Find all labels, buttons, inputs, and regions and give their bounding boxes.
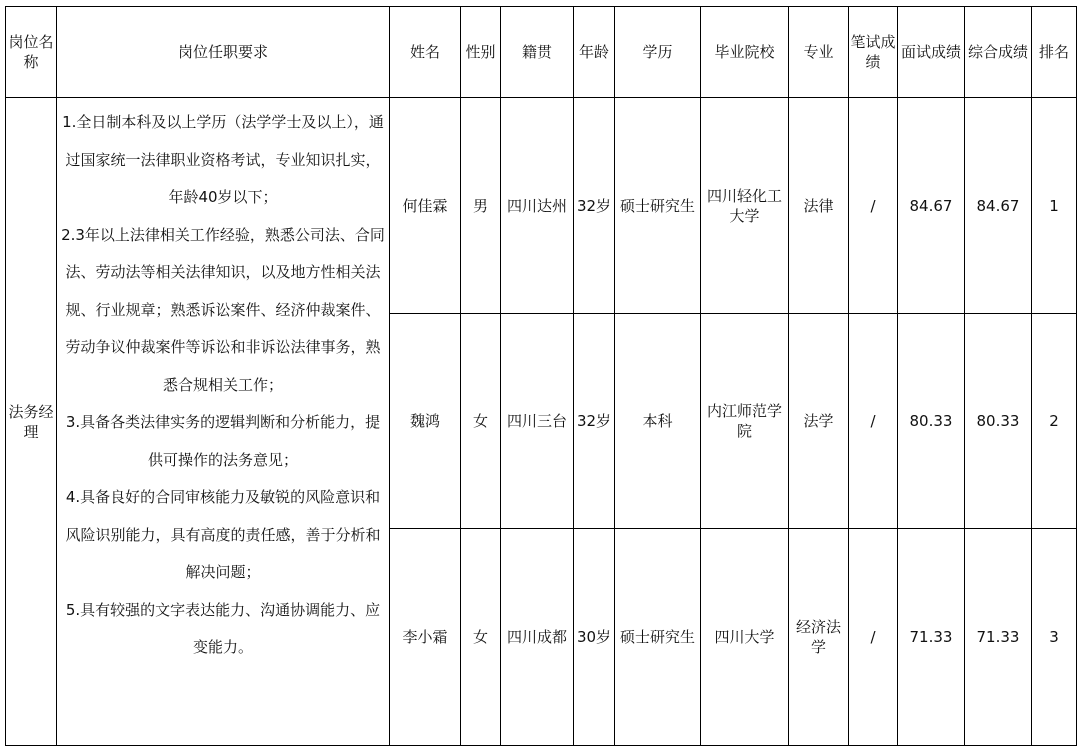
- cell-education: 硕士研究生: [615, 98, 701, 314]
- cell-name: 魏鸿: [390, 313, 461, 529]
- header-total: 综合成绩: [965, 7, 1032, 98]
- position-cell: 法务经理: [6, 98, 57, 746]
- header-interview: 面试成绩: [898, 7, 965, 98]
- header-requirements: 岗位任职要求: [57, 7, 390, 98]
- cell-written: /: [849, 529, 898, 746]
- cell-total: 84.67: [965, 98, 1032, 314]
- cell-interview: 84.67: [898, 98, 965, 314]
- cell-interview: 71.33: [898, 529, 965, 746]
- cell-gender: 女: [461, 529, 501, 746]
- cell-age: 32岁: [574, 98, 615, 314]
- table-row: [6, 98, 1077, 314]
- cell-interview: 80.33: [898, 313, 965, 529]
- cell-school: 四川大学: [701, 529, 789, 746]
- cell-major: 经济法学: [789, 529, 849, 746]
- cell-name: 李小霜: [390, 529, 461, 746]
- cell-age: 32岁: [574, 313, 615, 529]
- header-written: 笔试成绩: [849, 7, 898, 98]
- cell-total: 80.33: [965, 313, 1032, 529]
- header-name: 姓名: [390, 7, 461, 98]
- header-row: [6, 7, 1077, 98]
- header-education: 学历: [615, 7, 701, 98]
- cell-major: 法学: [789, 313, 849, 529]
- cell-major: 法律: [789, 98, 849, 314]
- header-major: 专业: [789, 7, 849, 98]
- cell-rank: 1: [1032, 98, 1077, 314]
- cell-rank: 2: [1032, 313, 1077, 529]
- candidate-results-table: [5, 6, 1077, 746]
- requirements-cell: [57, 98, 390, 746]
- cell-origin: 四川成都: [501, 529, 574, 746]
- header-age: 年龄: [574, 7, 615, 98]
- cell-education: 本科: [615, 313, 701, 529]
- requirement-item: 4.具备良好的合同审核能力及敏锐的风险意识和风险识别能力，具有高度的责任感，善于分析和解决问题；: [65, 488, 381, 582]
- header-school: 毕业院校: [701, 7, 789, 98]
- cell-gender: 男: [461, 98, 501, 314]
- header-origin: 籍贯: [501, 7, 574, 98]
- requirement-item: 5.具有较强的文字表达能力、沟通协调能力、应变能力。: [65, 600, 381, 657]
- cell-written: /: [849, 313, 898, 529]
- requirement-item: 2.3年以上法律相关工作经验，熟悉公司法、合同法、劳动法等相关法律知识，以及地方性相关法规、行业规章；熟悉诉讼案件、经济仲裁案件、劳动争议仲裁案件等诉讼和非诉讼法律事务，熟悉合规相关工作；: [61, 225, 385, 394]
- requirement-item: 1.全日制本科及以上学历（法学学士及以上），通过国家统一法律职业资格考试，专业知识扎实，年龄40岁以下；: [62, 113, 384, 207]
- header-position: 岗位名称: [6, 7, 57, 98]
- requirement-item: 3.具备各类法律实务的逻辑判断和分析能力，提供可操作的法务意见；: [65, 413, 381, 469]
- cell-origin: 四川三台: [501, 313, 574, 529]
- cell-school: 内江师范学院: [701, 313, 789, 529]
- header-gender: 性别: [461, 7, 501, 98]
- header-rank: 排名: [1032, 7, 1077, 98]
- cell-origin: 四川达州: [501, 98, 574, 314]
- cell-education: 硕士研究生: [615, 529, 701, 746]
- cell-age: 30岁: [574, 529, 615, 746]
- cell-total: 71.33: [965, 529, 1032, 746]
- cell-school: 四川轻化工大学: [701, 98, 789, 314]
- cell-gender: 女: [461, 313, 501, 529]
- cell-written: /: [849, 98, 898, 314]
- cell-name: 何佳霖: [390, 98, 461, 314]
- cell-rank: 3: [1032, 529, 1077, 746]
